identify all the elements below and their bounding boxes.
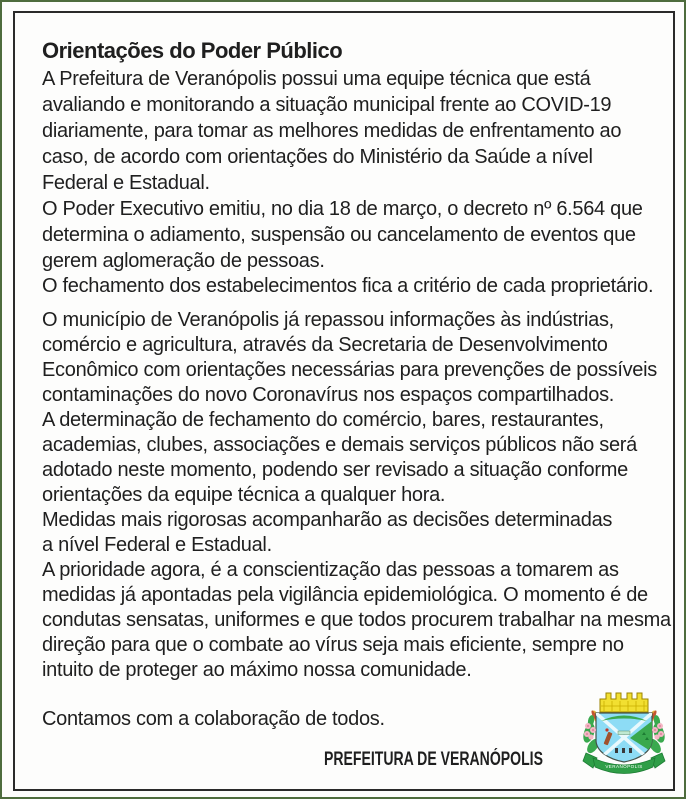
- signature-prefeitura: PREFEITURA DE VERANÓPOLIS: [323, 749, 543, 770]
- document-title: Orientações do Poder Público: [42, 37, 343, 63]
- paragraph-closing: Contamos com a colaboração de todos.: [42, 708, 385, 730]
- mural-crown: [600, 693, 648, 712]
- veranopolis-coat-of-arms-icon: [582, 688, 666, 780]
- shield: [596, 713, 652, 762]
- shield-bottom-marks: [615, 748, 632, 753]
- paragraph-measures: O município de Veranópolis já repassou informações às indústrias, comércio e agricultura, através da Secretaria de Desenvolvimento Econômico com orientações necessárias para prevenções de possíveis contaminações do novo Coronavírus nos espaços compartilhados. A determinação de fechamento do comércio, bares, restaurantes, academias, clubes, associações e demais serviços públicos não será adotado neste momento, podendo ser revisado a situação conforme orientações da equipe técnica a qualquer hora. Medidas mais rigorosas acompanharão as decisões determinadas a nível Federal e Estadual. A prioridade agora, é a conscientização das pessoas a tomarem as medidas já apontadas pela vigilância epidemiológica. O momento é de condutas sensatas, uniformes e que todos procurem trabalhar na mesma direção para que o combate ao vírus seja mais eficiente, sempre no intuito de proteger ao máximo nossa comunidade.: [42, 309, 671, 681]
- paragraph-intro: A Prefeitura de Veranópolis possui uma equipe técnica que está avaliando e monitorando a situação municipal frente ao COVID-19 diariamente, para tomar as melhores medidas de enfrentamento ao caso, de acordo com orientações do Ministério da Saúde a nível Federal e Estadual. O Poder Executivo emitiu, no dia 18 de março, o decreto nº 6.564 que determina o adiamento, suspensão ou cancelamento de eventos que gerem aglomeração de pessoas.: [42, 68, 643, 272]
- paragraph-criterion: O fechamento dos estabelecimentos fica a critério de cada proprietário.: [42, 275, 654, 297]
- banner-text: VERANÓPOLIS: [605, 764, 643, 769]
